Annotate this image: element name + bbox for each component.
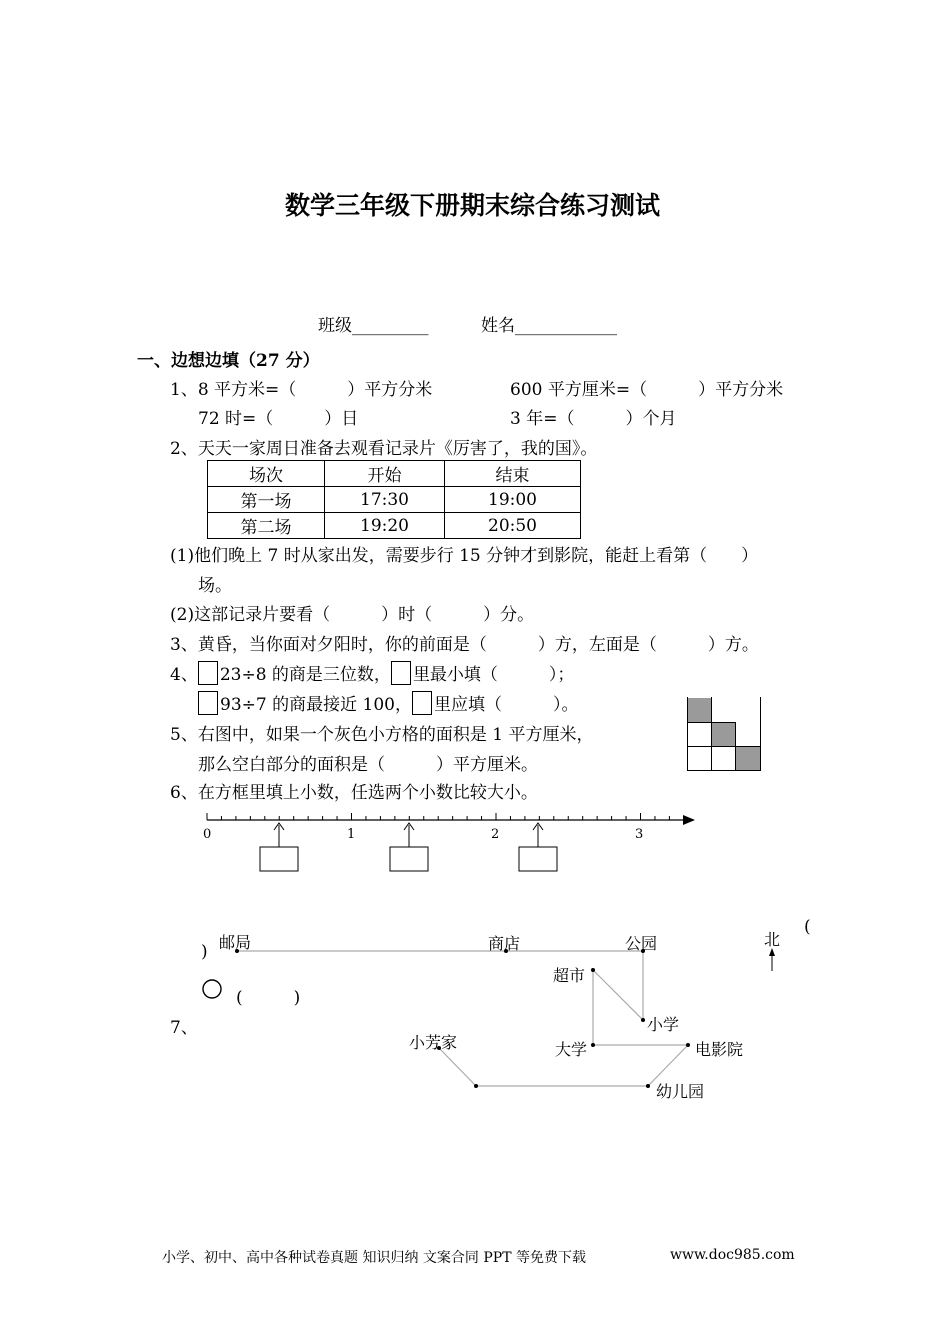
grid-figure bbox=[686, 697, 766, 773]
gray-square bbox=[688, 698, 712, 722]
paren-right: ( bbox=[804, 917, 811, 937]
q4-line1-text-a: 23÷8 的商是三位数， bbox=[219, 665, 391, 685]
place-home: 小芳家 bbox=[409, 1033, 458, 1052]
answer-box[interactable] bbox=[412, 691, 432, 715]
place-supermarket: 超市 bbox=[553, 966, 586, 985]
table-row bbox=[208, 487, 581, 513]
table-cell: 第一场 bbox=[208, 487, 325, 513]
place-school: 小学 bbox=[647, 1015, 680, 1034]
map-road bbox=[593, 970, 643, 1020]
q2-sub1-line1: (1)他们晚上 7 时从家出发，需要步行 15 分钟才到影院，能赶上看第（ ） bbox=[170, 546, 759, 566]
footer-url[interactable]: www.doc985.com bbox=[670, 1247, 795, 1263]
table-cell: 19:20 bbox=[325, 513, 445, 539]
q3-text: 3、黄昏，当你面对夕阳时，你的前面是（ ）方，左面是（ ）方。 bbox=[170, 635, 759, 655]
north-label: 北 bbox=[764, 930, 781, 949]
q5-line1: 5、右图中，如果一个灰色小方格的面积是 1 平方厘米， bbox=[170, 725, 594, 745]
table-cell: 第二场 bbox=[208, 513, 325, 539]
place-post-office: 邮局 bbox=[219, 933, 252, 952]
name-label: 姓名 bbox=[481, 316, 515, 336]
q1-item-a: 1、8 平方米=（ ）平方分米 bbox=[170, 380, 433, 400]
section-heading: 一、边想边填（27 分） bbox=[137, 351, 320, 371]
paren-left: ) bbox=[201, 942, 208, 962]
q4-line2-text-a: 93÷7 的商最接近 100， bbox=[220, 695, 412, 715]
table-header-cell: 开始 bbox=[325, 461, 445, 487]
tick-label: 3 bbox=[635, 827, 644, 842]
map-point bbox=[474, 1084, 478, 1088]
table-cell: 19:00 bbox=[445, 487, 581, 513]
q4-line2 bbox=[198, 690, 578, 715]
table-cell: 20:50 bbox=[445, 513, 581, 539]
number-line bbox=[195, 805, 705, 877]
place-shop: 商店 bbox=[488, 934, 521, 953]
gray-square bbox=[712, 722, 736, 746]
circle-answer-blank: ( ) bbox=[236, 988, 301, 1008]
class-field bbox=[318, 311, 429, 336]
q1-item-c: 72 时=（ ）日 bbox=[198, 409, 359, 429]
map-point bbox=[646, 1084, 650, 1088]
place-cinema: 电影院 bbox=[695, 1040, 744, 1059]
map-point bbox=[641, 1018, 645, 1022]
place-university: 大学 bbox=[555, 1040, 588, 1059]
name-blank: ____________ bbox=[515, 316, 617, 336]
q4-line1-text-b: 里最小填（ ）； bbox=[412, 665, 575, 685]
name-field bbox=[481, 311, 617, 336]
table-header-cell: 场次 bbox=[208, 461, 325, 487]
class-label: 班级 bbox=[318, 316, 352, 336]
q6-stem: 6、在方框里填上小数，任选两个小数比较大小。 bbox=[170, 783, 538, 803]
answer-box[interactable] bbox=[198, 661, 218, 685]
schedule-table bbox=[207, 460, 581, 539]
class-blank: _________ bbox=[352, 316, 429, 336]
q2-sub2: (2)这部记录片要看（ ）时（ ）分。 bbox=[170, 605, 535, 625]
q5-line2: 那么空白部分的面积是（ ）平方厘米。 bbox=[198, 755, 538, 775]
map-point bbox=[686, 1043, 690, 1047]
table-header-row bbox=[208, 461, 581, 487]
answer-box[interactable] bbox=[391, 661, 411, 685]
map-road bbox=[439, 1048, 476, 1086]
q4-line2-text-b: 里应填（ ）。 bbox=[433, 695, 579, 715]
arrow-head-icon bbox=[683, 815, 695, 825]
footer-text: 小学、初中、高中各种试卷真题 知识归纳 文案合同 PPT 等免费下载 bbox=[162, 1250, 586, 1266]
answer-box[interactable] bbox=[260, 847, 298, 871]
table-cell: 17:30 bbox=[325, 487, 445, 513]
q4-number: 4、 bbox=[170, 665, 198, 685]
place-kindergarten: 幼儿园 bbox=[656, 1082, 705, 1101]
answer-box[interactable] bbox=[390, 847, 428, 871]
tick-label: 1 bbox=[347, 827, 356, 842]
answer-box[interactable] bbox=[519, 847, 557, 871]
place-park: 公园 bbox=[625, 934, 658, 953]
tick-label: 2 bbox=[491, 827, 500, 842]
tick-label: 0 bbox=[203, 827, 212, 842]
table-row bbox=[208, 513, 581, 539]
q2-sub1-line2: 场。 bbox=[198, 576, 232, 596]
map-point bbox=[591, 1043, 595, 1047]
table-header-cell: 结束 bbox=[445, 461, 581, 487]
map-point bbox=[591, 968, 595, 972]
q2-stem: 2、天天一家周日准备去观看记录片《厉害了，我的国》。 bbox=[170, 439, 598, 459]
circle-blank[interactable] bbox=[203, 980, 221, 998]
q7-number: 7、 bbox=[170, 1018, 198, 1038]
q1-item-b: 600 平方厘米=（ ）平方分米 bbox=[510, 380, 784, 400]
answer-box[interactable] bbox=[198, 691, 218, 715]
q1-item-d: 3 年=（ ）个月 bbox=[510, 409, 677, 429]
page-title: 数学三年级下册期末综合练习测试 bbox=[285, 191, 661, 220]
gray-square bbox=[736, 746, 761, 770]
q4-line1 bbox=[170, 660, 574, 685]
